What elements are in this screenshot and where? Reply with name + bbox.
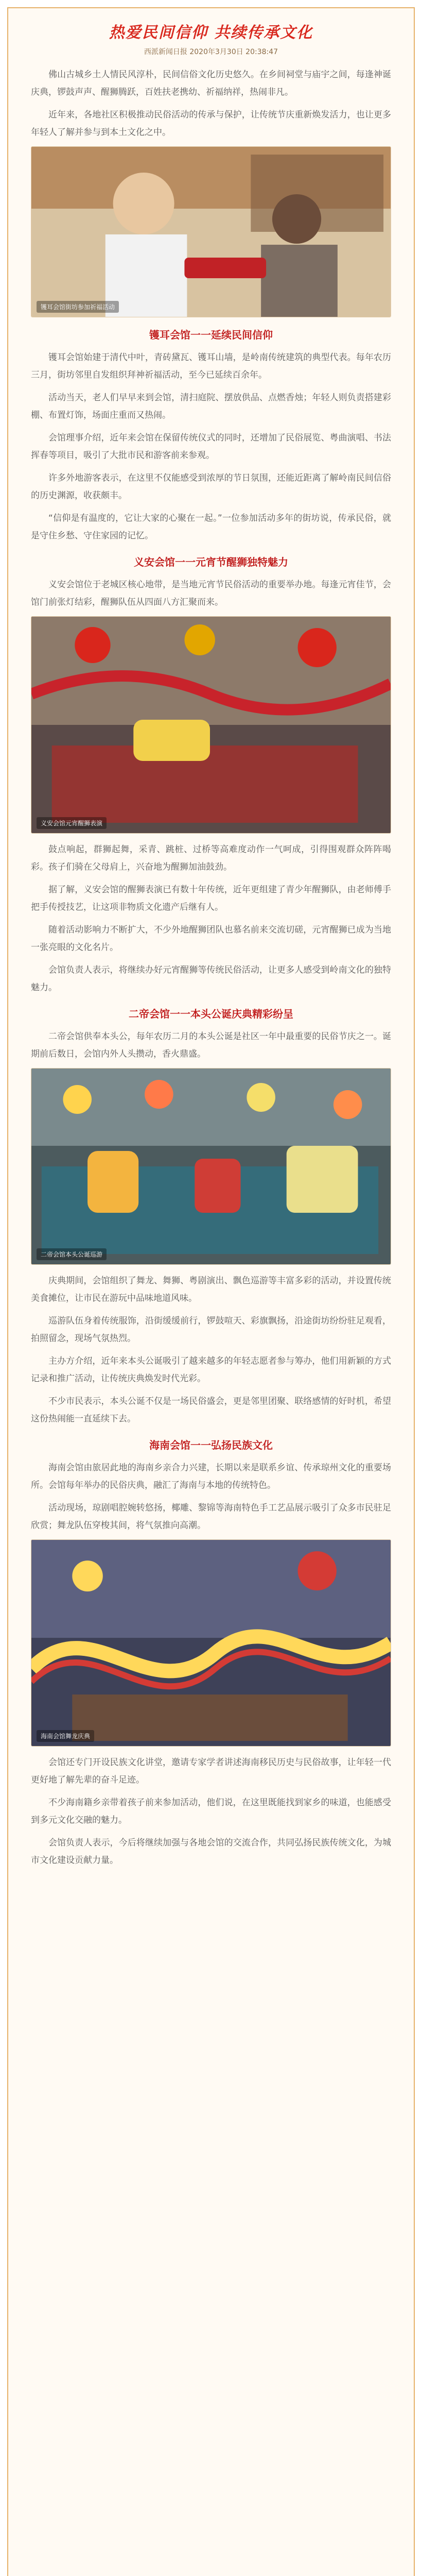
section-paragraph: 主办方介绍，近年来本头公诞吸引了越来越多的年轻志愿者参与筹办，他们用新颖的方式记录和推广活动，让传统庆典焕发时代光彩。 [31, 1356, 391, 1384]
photo-lion-dance-lanterns [31, 616, 391, 834]
section-paragraph: 会馆负责人表示，将继续办好元宵醒狮等传统民俗活动，让更多人感受到岭南文化的独特魅力。 [31, 965, 391, 993]
section-paragraph: 巡游队伍身着传统服饰，沿街缓缓前行，锣鼓喧天、彩旗飘扬，沿途街坊纷纷驻足观看，拍照留念，现场气氛热烈。 [31, 1316, 391, 1344]
photo-caption: 镬耳会馆街坊参加祈福活动 [37, 301, 119, 313]
photo-parade [31, 1068, 391, 1265]
section-paragraph: 义安会馆位于老城区核心地带，是当地元宵节民俗活动的重要举办地。每逢元宵佳节，会馆门前张灯结彩，醒狮队伍从四面八方汇聚而来。 [31, 580, 391, 607]
section-paragraph: 会馆还专门开设民族文化讲堂，邀请专家学者讲述海南移民历史与民俗故事，让年轻一代更好地了解先辈的奋斗足迹。 [31, 1757, 391, 1785]
section-paragraph: 会馆理事介绍，近年来会馆在保留传统仪式的同时，还增加了民俗展览、粤曲演唱、书法挥春等项目，吸引了大批市民和游客前来参观。 [31, 433, 391, 461]
section-paragraph: 活动当天，老人们早早来到会馆，清扫庭院、摆放供品、点燃香烛；年轻人则负责搭建彩棚、布置灯饰，场面庄重而又热闹。 [31, 393, 391, 420]
section-paragraph: 海南会馆由旅居此地的海南乡亲合力兴建，长期以来是联系乡谊、传承琼州文化的重要场所。会馆每年举办的民俗庆典，融汇了海南与本地的传统特色。 [31, 1463, 391, 1490]
section-paragraph: 许多外地游客表示，在这里不仅能感受到浓厚的节日氛围，还能近距离了解岭南民间信俗的历史渊源，收获颇丰。 [31, 473, 391, 501]
photo-caption: 海南会馆舞龙庆典 [37, 1730, 94, 1742]
section-heading: 义安会馆一一元宵节醒狮独特魅力 [134, 556, 288, 568]
photo-dragon-dance [31, 1539, 391, 1747]
section-heading: 二帝会馆一一本头公诞庆典精彩纷呈 [129, 1008, 293, 1020]
section-paragraph: 据了解，义安会馆的醒狮表演已有数十年传统，近年更组建了青少年醒狮队，由老师傅手把手传授技艺，让这项非物质文化遗产后继有人。 [31, 885, 391, 912]
article-source: 西派新闻日报 2020年3月30日 20:38:47 [144, 48, 278, 56]
section-paragraph: 活动现场，琼剧唱腔婉转悠扬，椰雕、黎锦等海南特色手工艺品展示吸引了众多市民驻足欣赏；舞龙队伍穿梭其间，将气氛推向高潮。 [31, 1503, 391, 1531]
section-paragraph: 二帝会馆供奉本头公，每年农历二月的本头公诞是社区一年中最重要的民俗节庆之一。诞期前后数日，会馆内外人头攒动，香火鼎盛。 [31, 1031, 391, 1059]
article-body [8, 20, 414, 1869]
section-paragraph: 不少海南籍乡亲带着孩子前来参加活动，他们说，在这里既能找到家乡的味道，也能感受到多元文化交融的魅力。 [31, 1798, 391, 1825]
article-title: 热爱民间信仰 共续传承文化 [109, 24, 313, 42]
section-paragraph: 不少市民表示，本头公诞不仅是一场民俗盛会，更是邻里团聚、联络感情的好时机，希望这份热闹能一直延续下去。 [31, 1396, 391, 1424]
article-frame [7, 7, 415, 2576]
photo-elder-blessing [31, 146, 391, 317]
section-paragraph: 镬耳会馆始建于清代中叶，青砖黛瓦、镬耳山墙，是岭南传统建筑的典型代表。每年农历三月，街坊邻里自发组织拜神祈福活动，至今已延续百余年。 [31, 352, 391, 380]
section-heading: 海南会馆一一弘扬民族文化 [149, 1439, 273, 1451]
photo-caption: 二帝会馆本头公诞巡游 [37, 1248, 107, 1260]
section-paragraph: 庆典期间，会馆组织了舞龙、舞狮、粤剧演出、飘色巡游等丰富多彩的活动，并设置传统美食摊位，让市民在游玩中品味地道风味。 [31, 1276, 391, 1303]
section-paragraph: 随着活动影响力不断扩大，不少外地醒狮团队也慕名前来交流切磋，元宵醒狮已成为当地一张亮眼的文化名片。 [31, 925, 391, 953]
section-paragraph: 鼓点响起，群狮起舞，采青、跳桩、过桥等高难度动作一气呵成，引得围观群众阵阵喝彩。孩子们骑在父母肩上，兴奋地为醒狮加油鼓劲。 [31, 844, 391, 872]
photo-caption: 义安会馆元宵醒狮表演 [37, 817, 107, 829]
intro-paragraph: 佛山古城乡土人情民风淳朴，民间信俗文化历史悠久。在乡间祠堂与庙宇之间，每逢神诞庆典，锣鼓声声、醒狮腾跃，百姓扶老携幼、祈福纳祥，热闹非凡。 [31, 70, 391, 97]
intro-paragraph: 近年来，各地社区积极推动民俗活动的传承与保护，让传统节庆重新焕发活力，也让更多年轻人了解并参与到本土文化之中。 [31, 110, 391, 138]
section-paragraph: “信仰是有温度的，它让大家的心聚在一起。”一位参加活动多年的街坊说，传承民俗，就是守住乡愁、守住家园的记忆。 [31, 513, 391, 541]
section-heading: 镬耳会馆一一延续民间信仰 [149, 329, 273, 341]
section-paragraph: 会馆负责人表示，今后将继续加强与各地会馆的交流合作，共同弘扬民族传统文化，为城市文化建设贡献力量。 [31, 1838, 391, 1866]
